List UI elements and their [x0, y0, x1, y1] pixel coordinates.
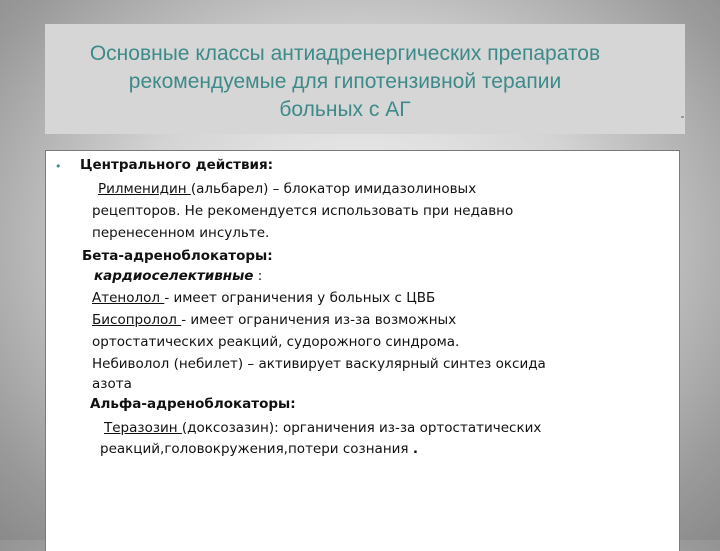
beta-subheading-suffix: :	[253, 268, 263, 284]
atenolol-desc: - имеет ограничения у больных с ЦВБ	[164, 290, 436, 306]
atenolol-name: Атенолол	[92, 290, 165, 306]
rilmenidine-desc: (альбарел) – блокатор имидазолиновых	[190, 181, 477, 197]
content-panel	[45, 150, 680, 551]
divider	[681, 116, 684, 118]
central-desc-line-3: перенесенном инсульте.	[92, 225, 270, 241]
bullet-marker: •	[55, 160, 62, 173]
title-line-3: больных с АГ	[279, 98, 411, 121]
beta-subheading: кардиоселективные	[94, 268, 254, 284]
central-drug-line	[98, 179, 476, 199]
slide-title	[45, 40, 645, 124]
atenolol-line	[92, 288, 435, 308]
title-line-1: Основные классы антиадренергических препаратов	[89, 42, 601, 65]
central-desc-line-2: рецепторов. Не рекомендуется использовать при недавно	[92, 203, 514, 219]
nebivolol-line-1: Небиволол (небилет) – активирует васкулярный синтез оксида	[92, 356, 546, 372]
bisoprolol-name: Бисопролол	[92, 312, 182, 328]
alpha-line-2-period: .	[412, 441, 418, 457]
nebivolol-line-2: азота	[92, 376, 132, 392]
terazosin-desc: (доксозазин): органичения из-за ортостатических	[181, 420, 542, 436]
rilmenidine-name: Рилменидин	[98, 181, 191, 197]
bisoprolol-line	[92, 310, 456, 330]
title-line-2: рекомендуемые для гипотензивной терапии	[128, 70, 562, 93]
central-heading: Центрального действия:	[80, 157, 274, 173]
terazosin-line	[104, 418, 541, 438]
alpha-line-2	[100, 439, 418, 459]
bisoprolol-line-2: ортостатических реакций, судорожного синдрома.	[92, 334, 460, 350]
alpha-heading: Альфа-адреноблокаторы:	[90, 396, 296, 412]
terazosin-name: Теразозин	[104, 420, 182, 436]
beta-subheading-line	[94, 266, 262, 286]
beta-heading: Бета-адреноблокаторы:	[82, 248, 273, 264]
alpha-line-2-text: реакций,головокружения,потери сознания	[100, 441, 413, 457]
bisoprolol-desc: - имеет ограничения из-за возможных	[181, 312, 457, 328]
